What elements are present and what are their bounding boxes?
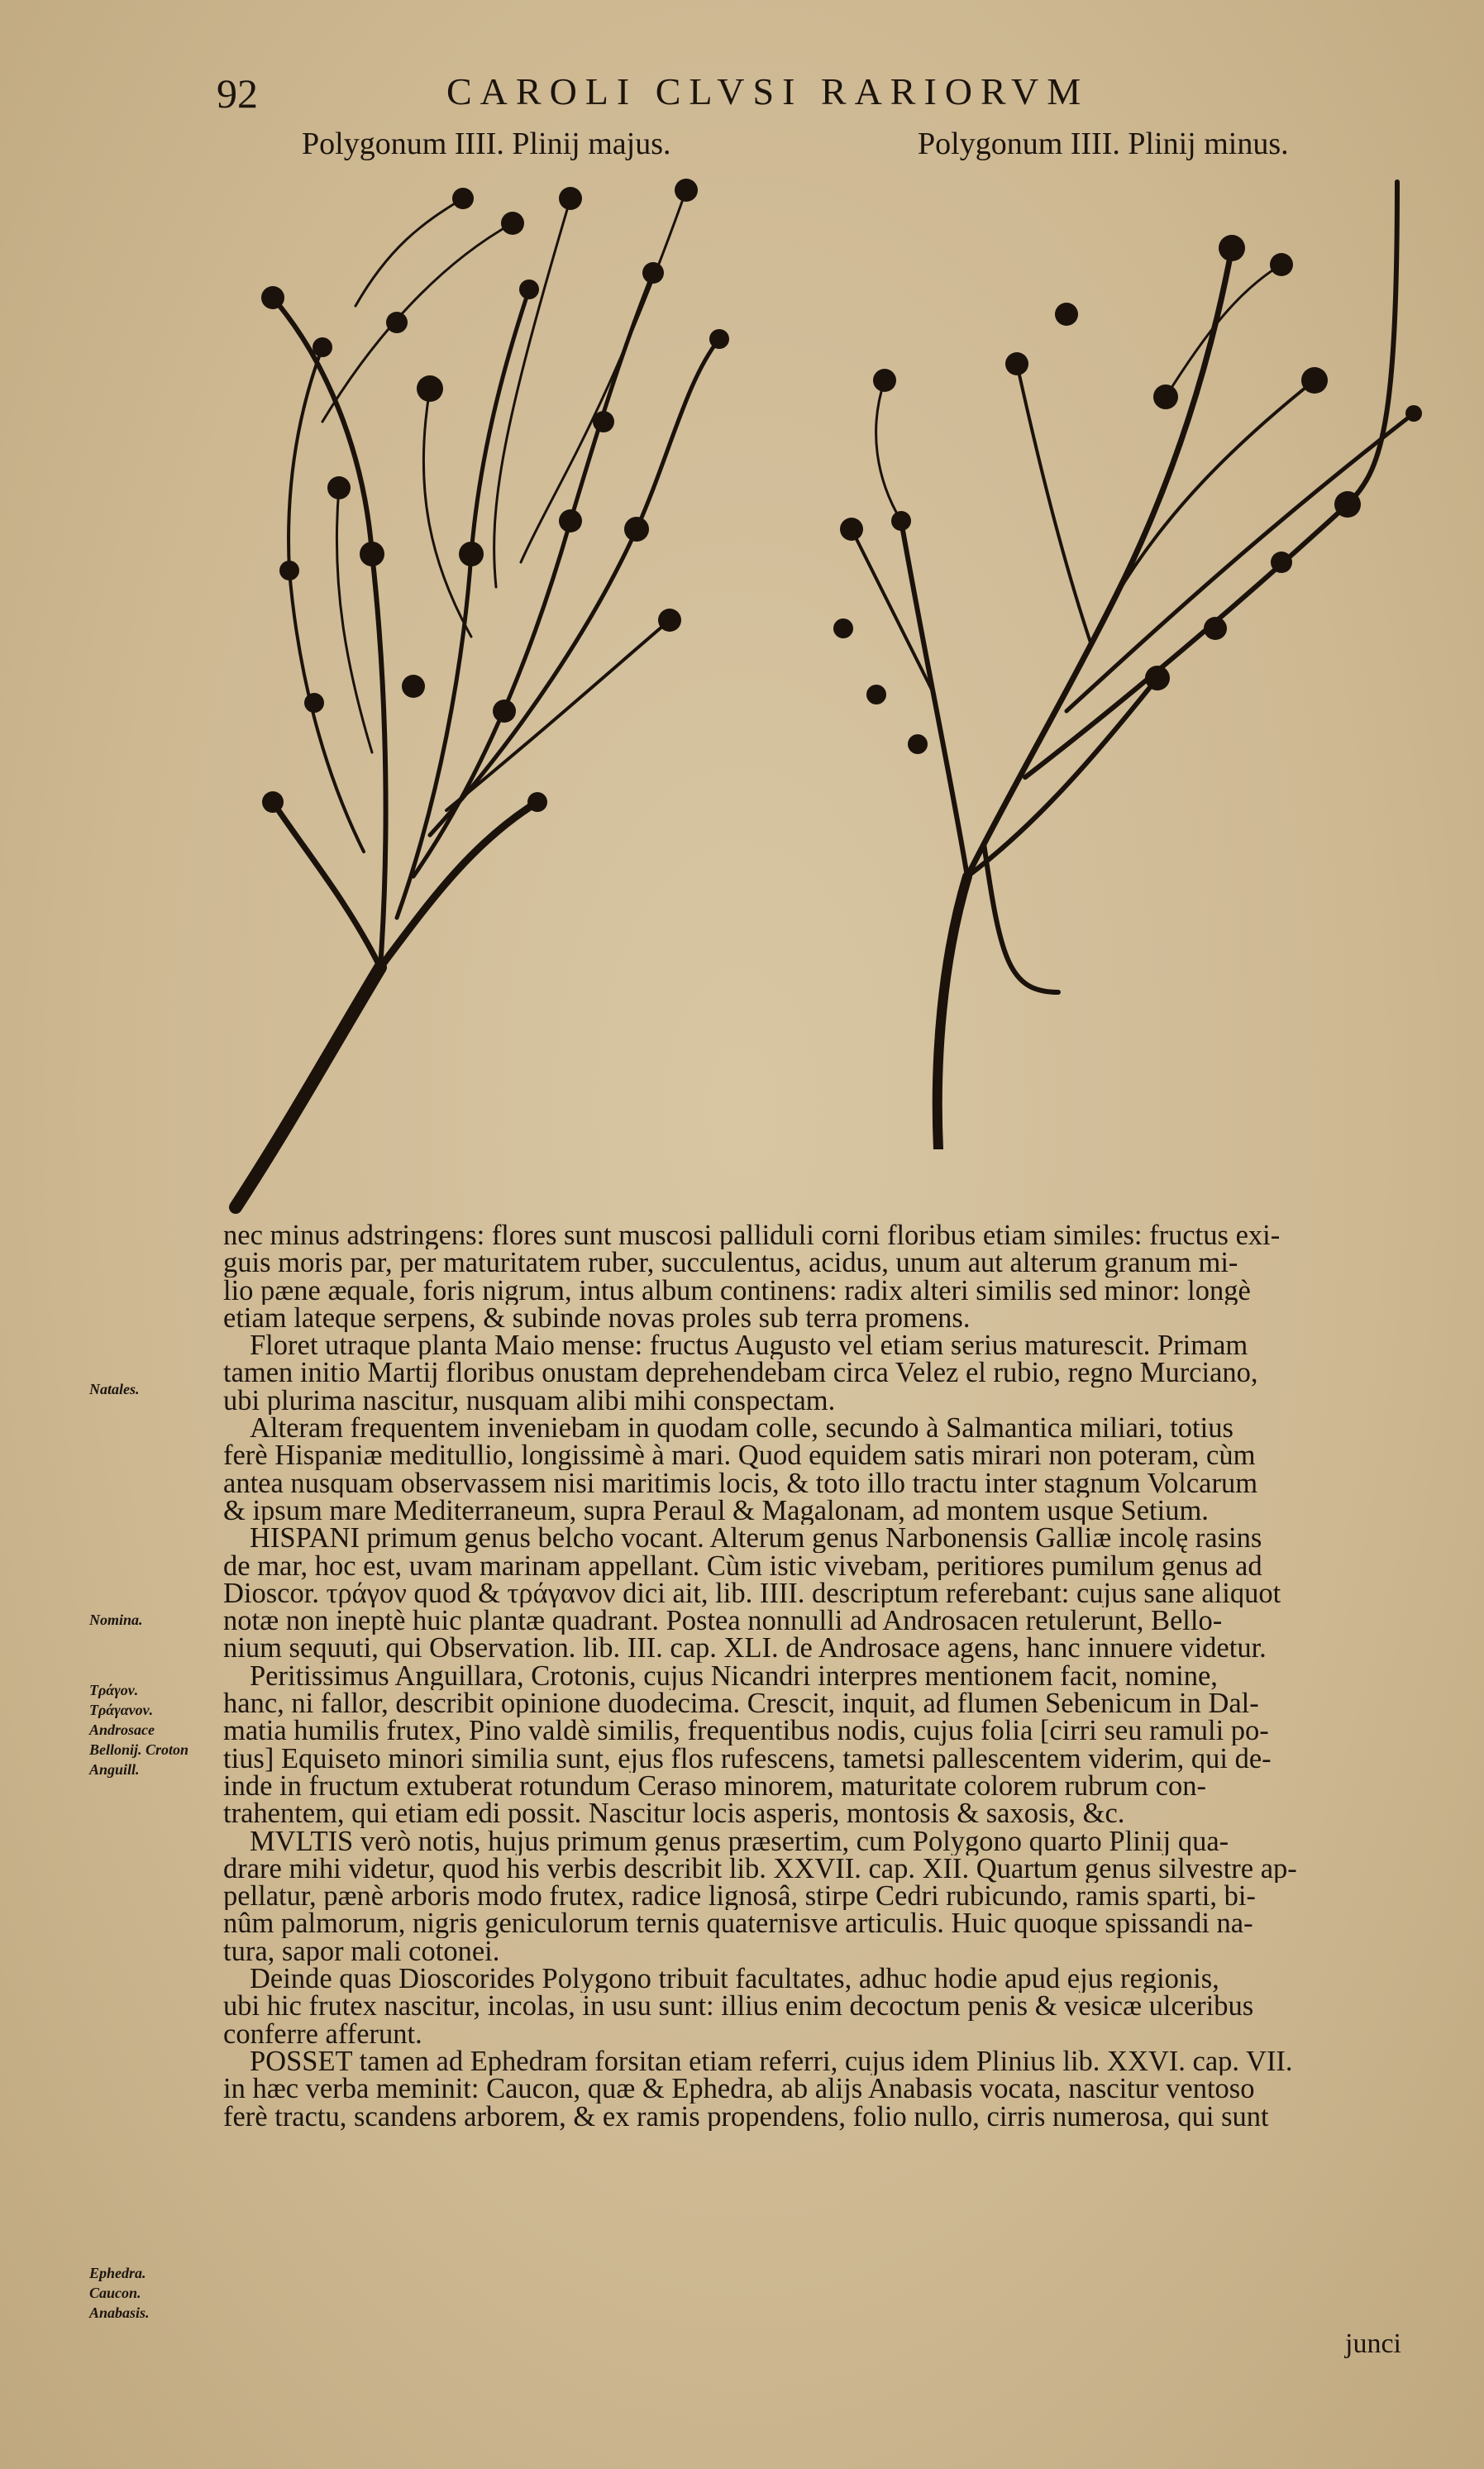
- text-line: hanc, ni fallor, describit opinione duodecima. Crescit, inquit, ad flumen Sebenicum in Dal-: [223, 1690, 1259, 1718]
- text-line: Peritissimus Anguillara, Crotonis, cujus Nicandri interpres mentionem facit, nomine,: [250, 1662, 1218, 1691]
- text-line: nec minus adstringens: flores sunt muscosi palliduli corni floribus etiam similes: fructus exi-: [223, 1222, 1281, 1250]
- margin-note-synonyms: Τράγον. Τράγανον. Androsace Bellonij. Croton Anguill.: [89, 1682, 189, 1778]
- text-line: antea nusquam observassem nisi maritimis locis, & toto illo tractu inter stagnum Volcarum: [223, 1469, 1258, 1497]
- text-line: ubi plurima nascitur, nusquam alibi mihi conspectam.: [223, 1387, 836, 1416]
- text-line: MVLTIS verò notis, hujus primum genus præsertim, cum Polygono quarto Plinij qua-: [250, 1827, 1229, 1855]
- figure-caption-left: Polygonum IIII. Plinij majus.: [302, 127, 671, 161]
- text-line: Alteram frequentem inveniebam in quodam colle, secundo à Salmantica miliari, totius: [250, 1415, 1233, 1443]
- text-line: POSSET tamen ad Ephedram forsitan etiam referri, cujus idem Plinius lib. XXVI. cap. VII.: [250, 2047, 1293, 2076]
- text-line: conferre afferunt.: [223, 2020, 422, 2048]
- text-line: Dioscor. τράγον quod & τράγανον dici ait, lib. IIII. descriptum referebant: cujus sane aliquot: [223, 1579, 1281, 1608]
- catchword: junci: [1345, 2328, 1401, 2359]
- text-line: matia humilis frutex, Pino valdè similis, frequentibus nodis, cujus folia [cirri seu ramuli po-: [223, 1717, 1269, 1745]
- body-text: [223, 1222, 1414, 2131]
- text-line: lio pæne æquale, foris nigrum, intus album continens: radix alteri similis sed minor: longè: [223, 1277, 1251, 1305]
- text-line: ferè tractu, scandens arborem, & ex ramis propendens, folio nullo, cirris numerosa, qui sunt: [223, 2103, 1269, 2131]
- margin-note-ephedra: Ephedra. Caucon. Anabasis.: [89, 2265, 150, 2321]
- text-line: guis moris par, per maturitatem ruber, succulentus, acidus, unum aut alterum granum mi-: [223, 1249, 1238, 1277]
- text-line: tius] Equiseto minori similia sunt, ejus flos rufescens, tametsi pallescentem viderim, qui de-: [223, 1745, 1272, 1773]
- text-line: drare mihi videtur, quod his verbis describit lib. XXVII. cap. XII. Quartum genus silvestre ap-: [223, 1855, 1297, 1884]
- text-line: de mar, hoc est, uvam marinam appellant. Cùm istic vivebam, peritiores pumilum genus ad: [223, 1552, 1262, 1580]
- text-line: & ipsum mare Mediterraneum, supra Peraul & Magalonam, ad montem usque Setium.: [223, 1497, 1209, 1526]
- text-line: Deinde quas Dioscorides Polygono tribuit facultates, adhuc hodie apud ejus regionis,: [250, 1965, 1219, 1994]
- text-line: pellatur, pænè arboris modo frutex, radice lignosâ, stirpe Cedri rubicundo, ramis sparti, bi-: [223, 1883, 1256, 1911]
- text-line: nûm palmorum, nigris geniculorum ternis quaternisve articulis. Huic quoque spissandi na-: [223, 1910, 1253, 1938]
- figure-caption-right: Polygonum IIII. Plinij minus.: [918, 127, 1289, 161]
- text-line: HISPANI primum genus belcho vocant. Alterum genus Narbonensis Galliæ incolę rasins: [250, 1525, 1262, 1553]
- text-line: inde in fructum extuberat rotundum Ceraso minorem, maturitate colorem rubrum con-: [223, 1772, 1206, 1801]
- text-line: in hæc verba meminit: Caucon, quæ & Ephedra, ab alijs Anabasis vocata, nascitur ventoso: [223, 2075, 1255, 2104]
- text-line: ferè Hispaniæ meditullio, longissimè à mari. Quod equidem satis mirari non poteram, cùm: [223, 1442, 1256, 1470]
- margin-note-natales: Natales.: [89, 1381, 140, 1397]
- text-line: tura, sapor mali cotonei.: [223, 1937, 500, 1966]
- text-line: trahentem, qui etiam edi possit. Nascitur locis asperis, montosis & saxosis, &c.: [223, 1800, 1125, 1828]
- text-line: Floret utraque planta Maio mense: fructus Augusto vel etiam serius maturescit. Primam: [250, 1332, 1248, 1360]
- margin-note-nomina: Nomina.: [89, 1612, 143, 1628]
- woodcut-illustration-polygonum-minus: [818, 165, 1430, 1149]
- page-number: 92: [217, 70, 258, 117]
- text-line: nium sequuti, qui Observation. lib. III. cap. XLI. de Androsace agens, hanc innuere videtur.: [223, 1635, 1267, 1663]
- running-title: CAROLI CLVSI RARIORVM: [446, 70, 1090, 112]
- text-line: notæ non ineptè huic plantæ quadrant. Postea nonnulli ad Androsacen retulerunt, Bello-: [223, 1607, 1223, 1636]
- text-line: ubi hic frutex nascitur, incolas, in usu sunt: illius enim decoctum penis & vesicæ ulceribus: [223, 1993, 1254, 2021]
- text-line: etiam lateque serpens, & subinde novas proles sub terra promens.: [223, 1304, 971, 1333]
- woodcut-illustration-polygonum-majus: [223, 174, 752, 1215]
- text-line: tamen initio Martij floribus onustam deprehendebam circa Velez el rubio, regno Murciano,: [223, 1359, 1258, 1387]
